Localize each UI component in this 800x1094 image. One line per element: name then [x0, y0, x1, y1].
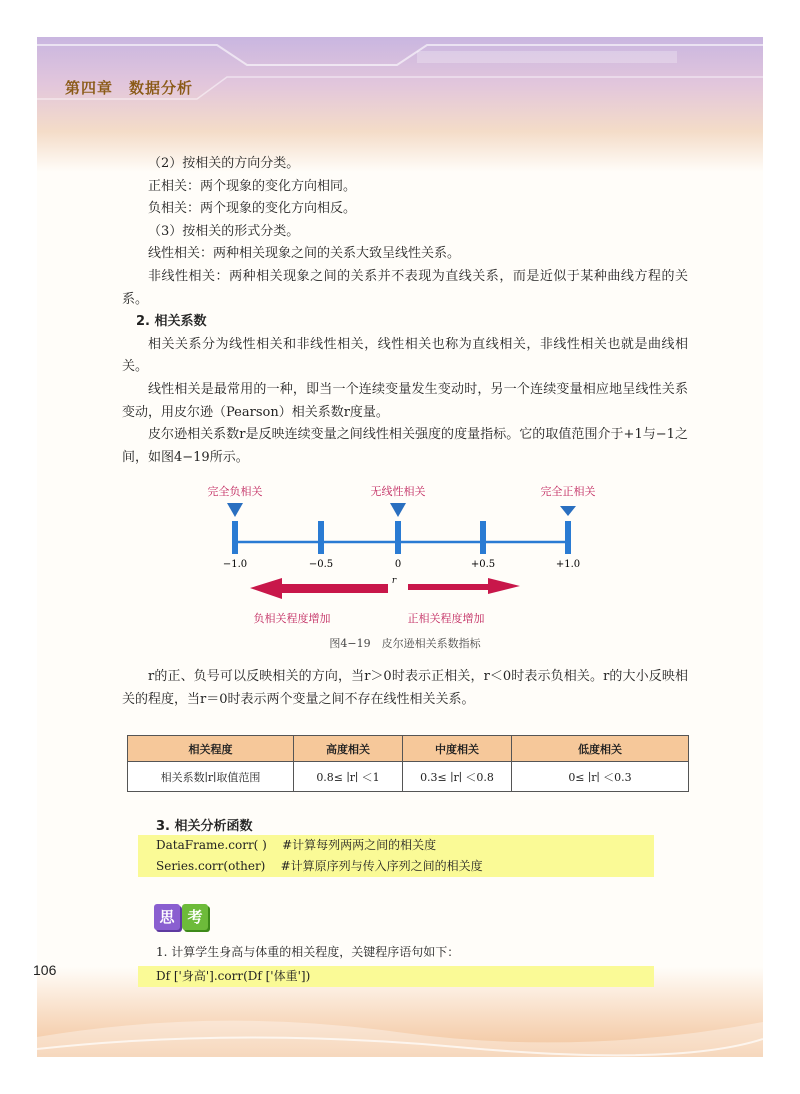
tick-label: +1.0 — [555, 559, 581, 570]
tick-minus-1 — [232, 521, 238, 554]
tick-label: +0.5 — [470, 559, 496, 570]
tick-plus-1 — [565, 521, 571, 554]
marker-no-linear-icon — [390, 503, 406, 517]
code-line: Series.corr(other) #计算原序列与传入序列之间的相关度 — [156, 859, 483, 873]
text-after-figure — [122, 666, 688, 711]
label-no-linear: 无线性相关 — [370, 485, 426, 498]
section-heading: 3. 相关分析函数 — [156, 819, 253, 834]
paragraph: 线性相关：两种相关现象之间的关系大致呈线性关系。 — [148, 246, 461, 262]
table-cell: 相关系数∣r∣取值范围 — [128, 762, 294, 792]
paragraph: （3）按相关的形式分类。 — [148, 223, 300, 239]
main-text — [122, 153, 688, 469]
label-perfect-positive: 完全正相关 — [540, 485, 596, 498]
tick-label: −0.5 — [308, 559, 334, 570]
table-header: 低度相关 — [512, 736, 689, 762]
paragraph: 正相关：两个现象的变化方向相同。 — [148, 178, 357, 194]
think-badge-char: 思 — [154, 904, 180, 930]
paragraph: （2）按相关的方向分类。 — [148, 156, 300, 171]
paragraph: 相关关系分为线性相关和非线性相关，线性相关也称为直线相关，非线性相关也就是曲线相关。 — [122, 336, 688, 375]
tick-label: 0 — [394, 559, 402, 570]
table-cell: 0.3≤ ∣r∣ ＜0.8 — [403, 762, 512, 792]
correlation-table — [127, 735, 689, 792]
marker-perfect-negative-icon — [227, 503, 243, 517]
chapter-title: 第四章 数据分析 — [65, 79, 194, 97]
page-number: 106 — [33, 962, 57, 978]
table-row — [128, 762, 689, 792]
r-symbol: r — [391, 576, 397, 586]
table-cell: 0.8≤ ∣r∣ ＜1 — [294, 762, 403, 792]
paragraph: 皮尔逊相关系数r是反映连续变量之间线性相关强度的度量指标。它的取值范围介于+1与−1之间，如图4−19所示。 — [122, 427, 688, 465]
marker-perfect-positive-icon — [560, 506, 576, 516]
label-positive-increase: 正相关程度增加 — [407, 612, 485, 625]
footer-decoration — [37, 997, 763, 1057]
pearson-scale-diagram — [122, 482, 688, 632]
tick-label: −1.0 — [222, 559, 248, 570]
tick-plus-0-5 — [480, 521, 486, 554]
think-badge-char: 考 — [182, 904, 208, 930]
left-arrow-icon — [250, 578, 388, 599]
code-block: Df ['身高'].corr(Df ['体重']) — [138, 966, 654, 987]
section-heading: 2. 相关系数 — [136, 314, 207, 330]
paragraph: 负相关：两个现象的变化方向相反。 — [148, 201, 357, 217]
paragraph: 非线性相关：两种相关现象之间的关系并不表现为直线关系，而是近似于某种曲线方程的关系。 — [122, 268, 688, 307]
paragraph: 线性相关是最常用的一种，即当一个连续变量发生变动时，另一个连续变量相应地呈线性关系变动，用皮尔逊（Pearson）相关系数r度量。 — [122, 381, 688, 420]
pearson-figure — [122, 482, 688, 652]
label-perfect-negative: 完全负相关 — [207, 485, 263, 498]
think-question: 1. 计算学生身高与体重的相关程度，关键程序语句如下： — [156, 945, 460, 959]
right-arrow-icon — [408, 578, 520, 594]
tick-zero — [395, 521, 401, 554]
figure-caption: 图4−19 皮尔逊相关系数指标 — [329, 637, 481, 650]
think-badge — [154, 904, 208, 930]
label-negative-increase: 负相关程度增加 — [253, 612, 331, 625]
table-header: 中度相关 — [403, 736, 512, 762]
table-cell: 0≤ ∣r∣ ＜0.3 — [512, 762, 689, 792]
code-block — [138, 835, 654, 877]
table-header: 高度相关 — [294, 736, 403, 762]
code-line: DataFrame.corr( ) #计算每列两两之间的相关度 — [156, 838, 437, 852]
table-header-row — [128, 736, 689, 762]
tick-minus-0-5 — [318, 521, 324, 554]
table-header: 相关程度 — [128, 736, 294, 762]
paragraph: r的正、负号可以反映相关的方向，当r＞0时表示正相关，r＜0时表示负相关。r的大小反映相关的程度，当r＝0时表示两个变量之间不存在线性相关关系。 — [122, 669, 688, 707]
